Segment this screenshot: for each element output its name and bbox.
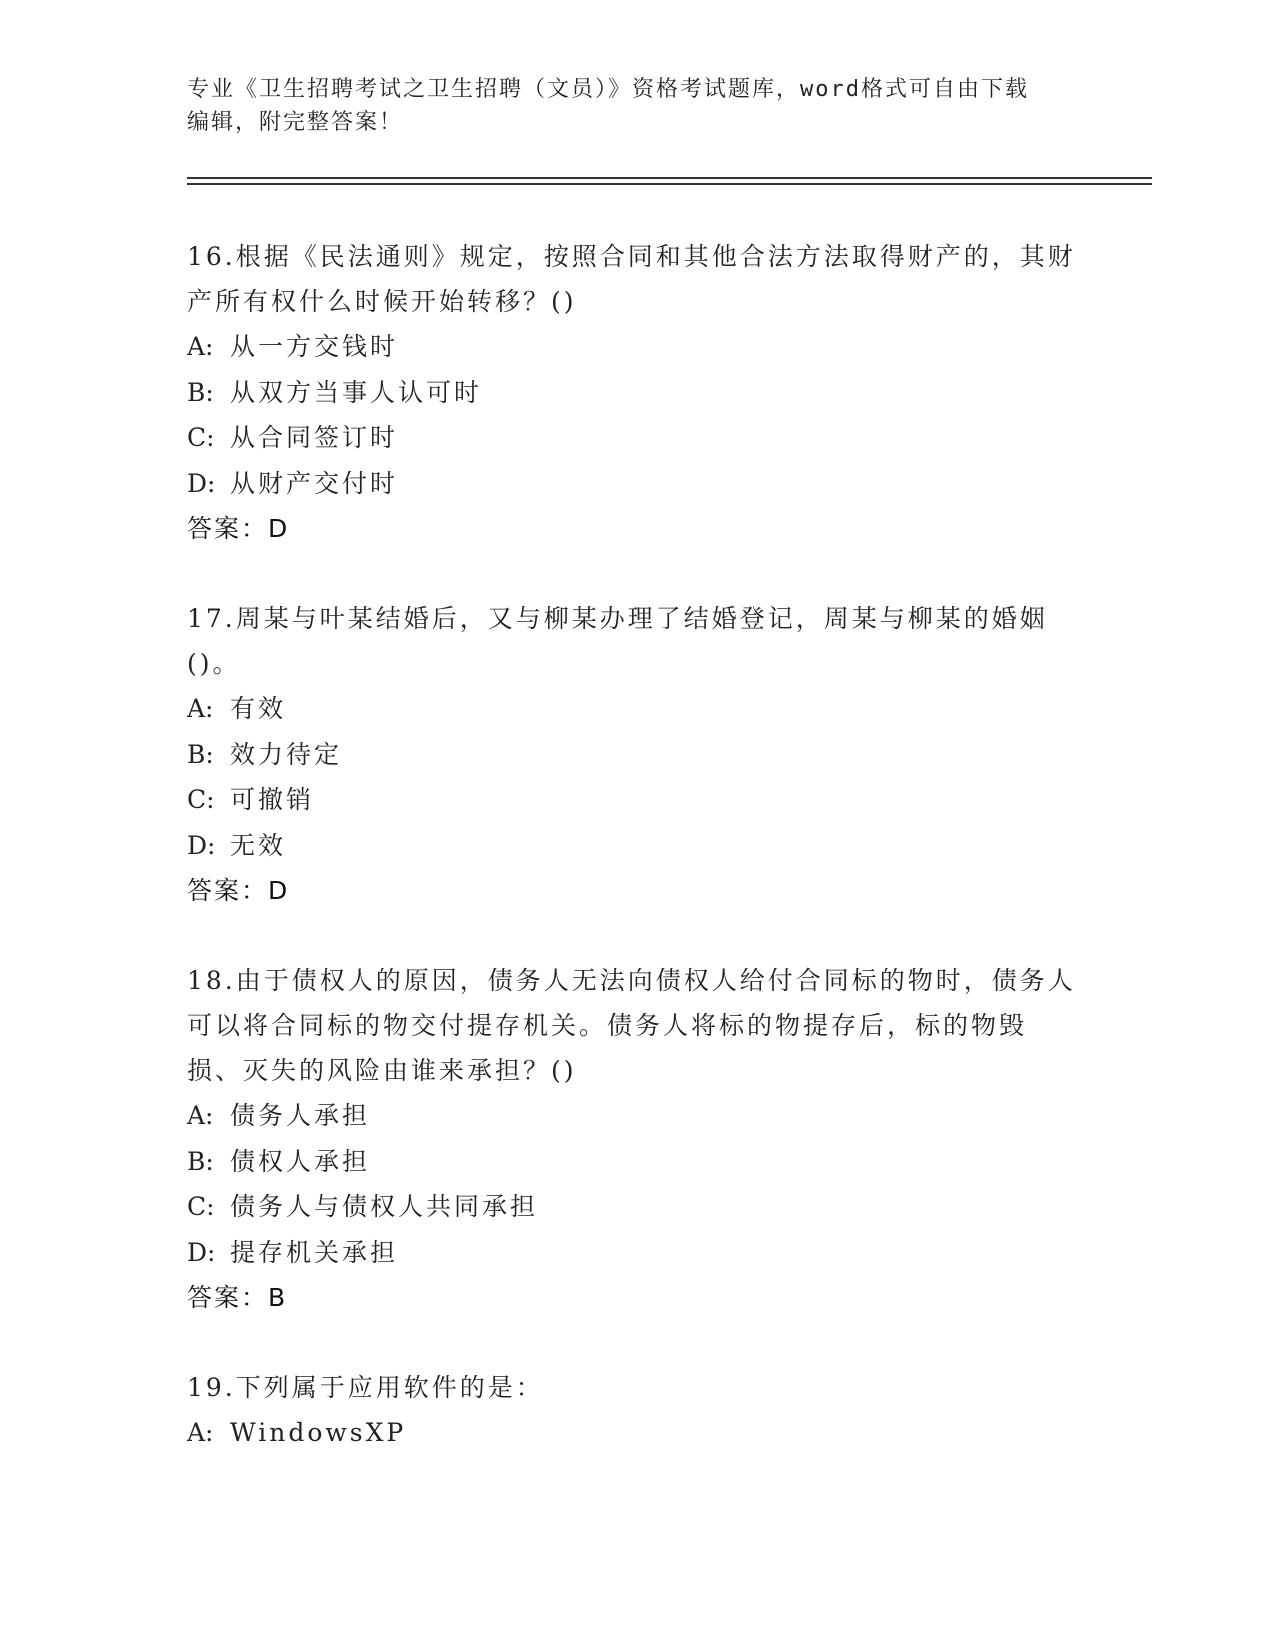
option-text: 债务人与债权人共同承担 [230, 1192, 539, 1221]
option-letter: A: [187, 1101, 214, 1130]
option-letter: A: [187, 1418, 214, 1447]
option-c [187, 1184, 1077, 1230]
option-a [187, 686, 1077, 732]
option-a [187, 1093, 1077, 1139]
option-text: 提存机关承担 [230, 1237, 399, 1267]
answer-line: 答案：D [187, 514, 290, 543]
header-line-2: 编辑，附完整答案！ [187, 110, 404, 135]
option-letter: B: [187, 739, 214, 769]
option-text: 效力待定 [230, 739, 343, 769]
option-text: 从一方交钱时 [230, 332, 399, 361]
question-body: 根据《民法通则》规定，按照合同和其他合法方法取得财产的，其财产所有权什么时候开始转移？() [187, 242, 1076, 316]
option-letter: D: [187, 830, 216, 860]
question-number: 19. [187, 1373, 236, 1402]
question-17 [187, 596, 1077, 913]
question-text [187, 234, 1077, 324]
question-text [187, 958, 1077, 1093]
option-text: 无效 [230, 830, 287, 860]
option-letter: D: [187, 1237, 216, 1267]
option-text: 债务人承担 [230, 1101, 371, 1130]
question-number: 18. [187, 966, 236, 995]
option-c [187, 415, 1077, 461]
document-header [187, 73, 1067, 139]
question-body: 周某与叶某结婚后，又与柳某办理了结婚登记，周某与柳某的婚姻()。 [187, 604, 1048, 678]
option-text: 从双方当事人认可时 [230, 377, 483, 407]
option-text: 从财产交付时 [230, 468, 399, 498]
header-line-1: 专业《卫生招聘考试之卫生招聘（文员）》资格考试题库，word格式可自由下载 [187, 77, 1029, 102]
question-16 [187, 234, 1077, 551]
option-letter: C: [187, 1192, 215, 1221]
question-body: 下列属于应用软件的是： [235, 1373, 544, 1402]
option-letter: A: [187, 332, 214, 361]
option-text: 可撤销 [230, 785, 315, 814]
option-letter: B: [187, 1146, 214, 1176]
option-letter: A: [187, 694, 214, 723]
option-c [187, 777, 1077, 823]
option-a [187, 324, 1077, 370]
header-divider-top [187, 177, 1152, 179]
question-number: 17. [187, 604, 236, 633]
option-letter: B: [187, 377, 214, 407]
header-divider-bottom [187, 183, 1152, 185]
answer-line: 答案：D [187, 876, 290, 905]
question-18 [187, 958, 1077, 1320]
option-d [187, 823, 1077, 869]
option-b [187, 732, 1077, 778]
answer-line: 答案：B [187, 1283, 288, 1312]
option-letter: C: [187, 785, 215, 814]
option-text: 有效 [230, 694, 287, 723]
option-text: 债权人承担 [230, 1146, 371, 1176]
question-body: 由于债权人的原因，债务人无法向债权人给付合同标的物时，债务人可以将合同标的物交付提存机关。债务人将标的物提存后，标的物毁损、灭失的风险由谁来承担？() [187, 966, 1076, 1085]
option-d [187, 461, 1077, 507]
option-text: 从合同签订时 [230, 423, 399, 452]
question-text [187, 596, 1077, 686]
option-b [187, 1139, 1077, 1185]
option-letter: C: [187, 423, 215, 452]
option-text: WindowsXP [230, 1418, 407, 1447]
question-number: 16. [187, 242, 236, 271]
question-text [187, 1365, 1077, 1410]
option-a [187, 1410, 1077, 1456]
option-d [187, 1230, 1077, 1276]
option-b [187, 370, 1077, 416]
option-letter: D: [187, 468, 216, 498]
question-19 [187, 1365, 1077, 1456]
